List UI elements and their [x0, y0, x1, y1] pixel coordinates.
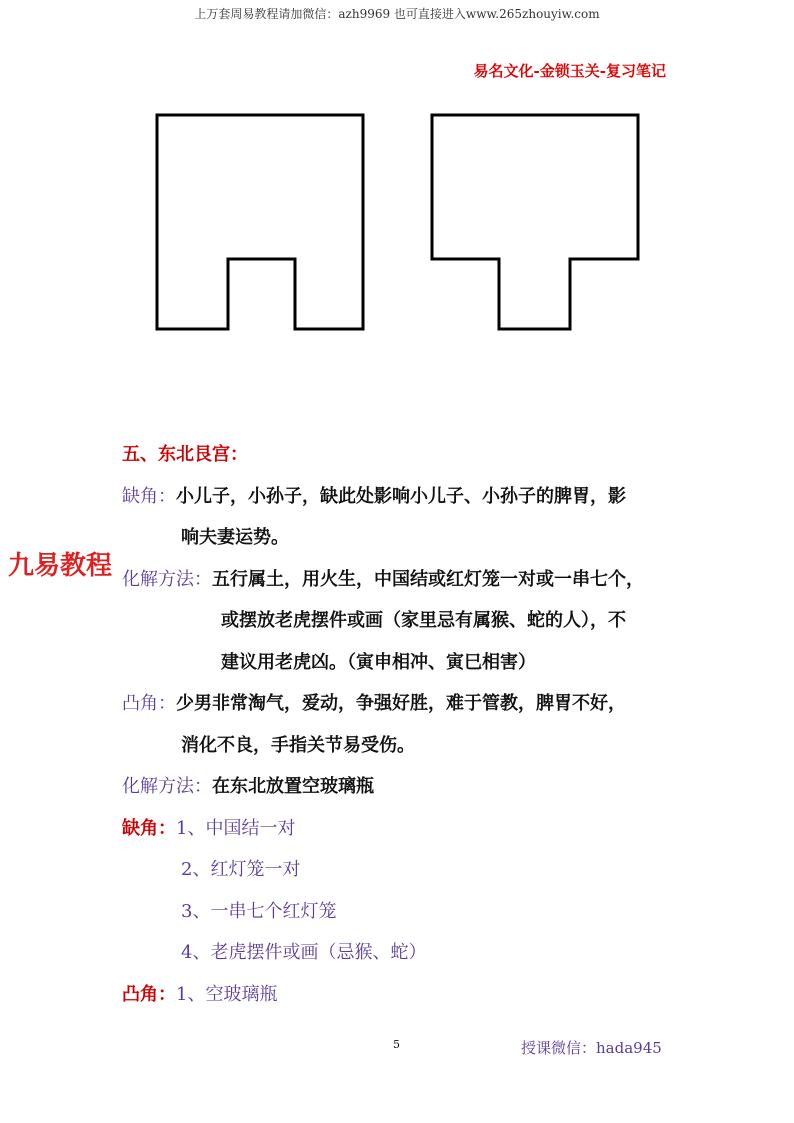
protruding-corner-line-2: 消化不良，手指关节易受伤。 [181, 735, 415, 756]
protruding-corner-text-1: 少男非常淘气，爱动，争强好胜，难于管教，脾胃不好， [176, 693, 626, 714]
footer-contact: 授课微信：hada945 [521, 1039, 662, 1057]
missing-corner-shape [157, 115, 363, 329]
floor-plan-diagrams [0, 0, 794, 400]
summary-protruding-row [122, 980, 277, 1006]
missing-corner-label: 缺角： [122, 486, 176, 507]
missing-corner-line-1 [122, 482, 626, 508]
protruding-corner-shape [432, 115, 638, 329]
watermark-logo: 九易教程 [8, 551, 113, 581]
protruding-corner-line-1 [122, 689, 626, 715]
protruding-remedy-label: 化解方法： [122, 776, 212, 797]
list-item: 3、一串七个红灯笼 [181, 901, 337, 922]
missing-remedy-label: 化解方法： [122, 569, 212, 590]
running-title: 易名文化-金锁玉关-复习笔记 [473, 62, 666, 80]
missing-corner-line-2: 响夫妻运势。 [181, 527, 289, 548]
protruding-corner-label: 凸角： [122, 693, 176, 714]
protruding-remedy-text: 在东北放置空玻璃瓶 [212, 776, 374, 797]
missing-remedy-text-1: 五行属土，用火生，中国结或红灯笼一对或一串七个， [212, 569, 644, 590]
list-item: 2、红灯笼一对 [181, 859, 301, 880]
summary-missing-row [122, 814, 295, 840]
list-item: 1、空玻璃瓶 [176, 984, 278, 1005]
missing-remedy-line-1 [122, 565, 644, 591]
protruding-remedy-line [122, 772, 374, 798]
top-banner: 上万套周易教程请加微信：azh9969 也可直接进入www.265zhouyiw.com [194, 7, 600, 21]
missing-remedy-line-2: 或摆放老虎摆件或画（家里忌有属猴、蛇的人），不 [221, 610, 626, 631]
missing-corner-text-1: 小儿子，小孙子，缺此处影响小儿子、小孙子的脾胃，影 [176, 486, 626, 507]
missing-remedy-line-3: 建议用老虎凶。（寅申相冲、寅巳相害） [221, 652, 536, 673]
section-heading: 五、东北艮宫： [122, 444, 248, 465]
list-item: 1、中国结一对 [176, 818, 296, 839]
summary-missing-label: 缺角： [122, 818, 176, 839]
summary-protruding-label: 凸角： [122, 984, 176, 1005]
page-number: 5 [393, 1038, 400, 1051]
list-item: 4、老虎摆件或画（忌猴、蛇） [181, 942, 427, 963]
